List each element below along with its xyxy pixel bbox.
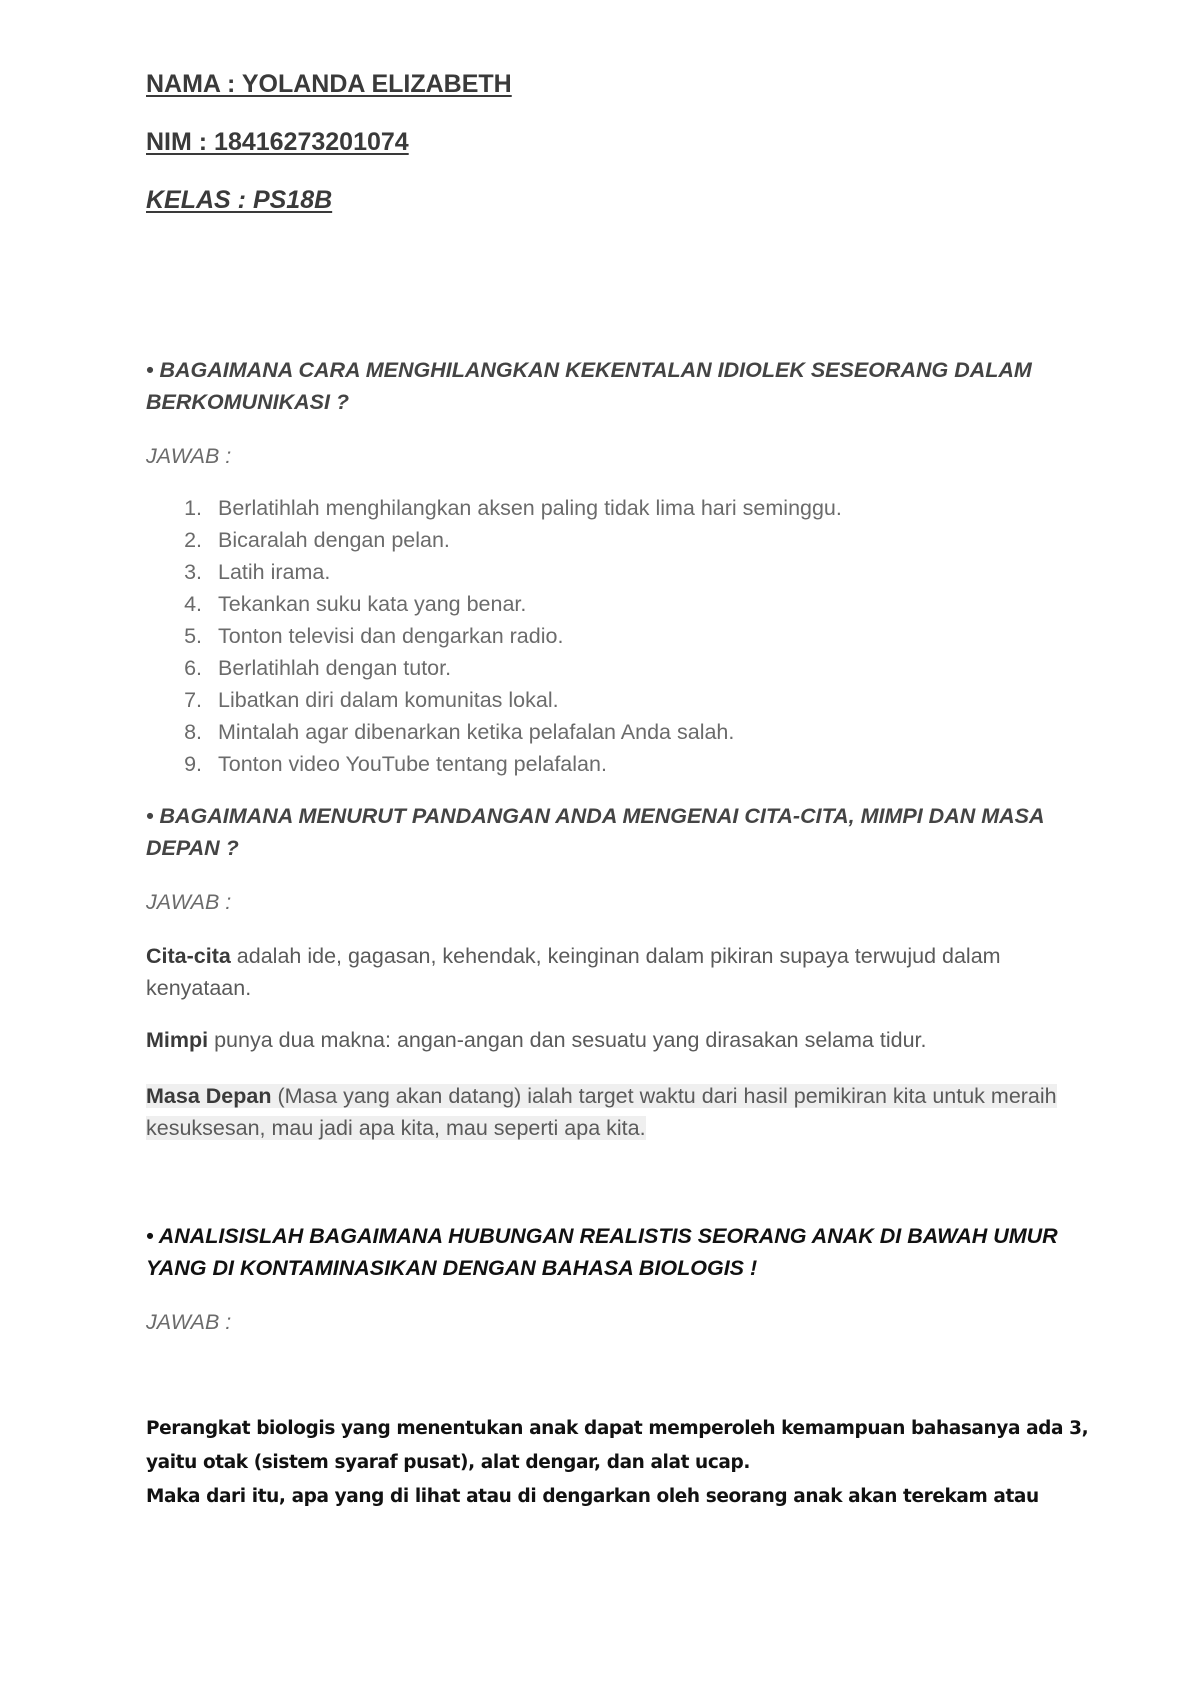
mimpi-definition: punya dua makna: angan-angan dan sesuatu yang dirasakan selama tidur. [208,1028,927,1052]
student-name: NAMA : YOLANDA ELIZABETH [146,70,512,98]
answer-label-1: JAWAB : [146,444,232,468]
list-text: Berlatihlah menghilangkan aksen paling tidak lima hari seminggu. [218,496,842,520]
list-number: 5. [184,624,202,648]
cita-cita-term: Cita-cita [146,944,231,968]
list-item [146,620,842,652]
list-text: Libatkan diri dalam komunitas lokal. [218,688,559,712]
answer-label-3: JAWAB : [146,1310,232,1334]
answer-3-line-3: Maka dari itu, apa yang di lihat atau di dengarkan oleh seorang anak akan terekam atau [146,1486,1039,1507]
list-item [146,716,842,748]
masa-depan-paragraph [146,1080,1076,1144]
list-number: 4. [184,592,202,616]
list-text: Tekankan suku kata yang benar. [218,592,527,616]
student-nim: NIM : 18416273201074 [146,128,409,156]
cita-cita-paragraph [146,940,1076,1004]
answer-label-2: JAWAB : [146,890,232,914]
mimpi-term: Mimpi [146,1028,209,1052]
answer-3-line-2: yaitu otak (sistem syaraf pusat), alat dengar, dan alat ucap. [146,1452,750,1473]
list-text: Latih irama. [218,560,331,584]
list-item [146,588,842,620]
list-number: 3. [184,560,202,584]
student-class: KELAS : PS18B [146,186,333,214]
answer-3-line-1: Perangkat biologis yang menentukan anak dapat memperoleh kemampuan bahasanya ada 3, [146,1418,1089,1439]
list-item [146,652,842,684]
list-number: 2. [184,528,202,552]
question-3: • ANALISISLAH BAGAIMANA HUBUNGAN REALISTIS SEORANG ANAK DI BAWAH UMUR YANG DI KONTAMINASIKAN DENGAN BAHASA BIOLOGIS ! [146,1224,1058,1280]
list-number: 9. [184,752,202,776]
masa-depan-definition: (Masa yang akan datang) ialah target waktu dari hasil pemikiran kita untuk meraih kesuksesan, mau jadi apa kita, mau seperti apa kita. [146,1084,1057,1140]
list-text: Bicaralah dengan pelan. [218,528,450,552]
list-number: 6. [184,656,202,680]
answer-list-1 [146,492,842,780]
masa-depan-highlight [146,1084,1057,1140]
mimpi-paragraph [146,1024,1076,1056]
masa-depan-term: Masa Depan [146,1084,272,1108]
question-2: • BAGAIMANA MENURUT PANDANGAN ANDA MENGENAI CITA-CITA, MIMPI DAN MASA DEPAN ? [146,804,1044,860]
list-text: Tonton televisi dan dengarkan radio. [218,624,564,648]
question-1: • BAGAIMANA CARA MENGHILANGKAN KEKENTALAN IDIOLEK SESEORANG DALAM BERKOMUNIKASI ? [146,358,1032,414]
list-item [146,524,842,556]
list-text: Tonton video YouTube tentang pelafalan. [218,752,607,776]
list-number: 7. [184,688,202,712]
list-item [146,556,842,588]
list-number: 8. [184,720,202,744]
list-number: 1. [184,496,202,520]
list-item [146,748,842,780]
list-item [146,684,842,716]
list-text: Berlatihlah dengan tutor. [218,656,452,680]
list-item [146,492,842,524]
list-text: Mintalah agar dibenarkan ketika pelafalan Anda salah. [218,720,735,744]
cita-cita-definition: adalah ide, gagasan, kehendak, keinginan dalam pikiran supaya terwujud dalam kenyataan. [146,944,1001,1000]
